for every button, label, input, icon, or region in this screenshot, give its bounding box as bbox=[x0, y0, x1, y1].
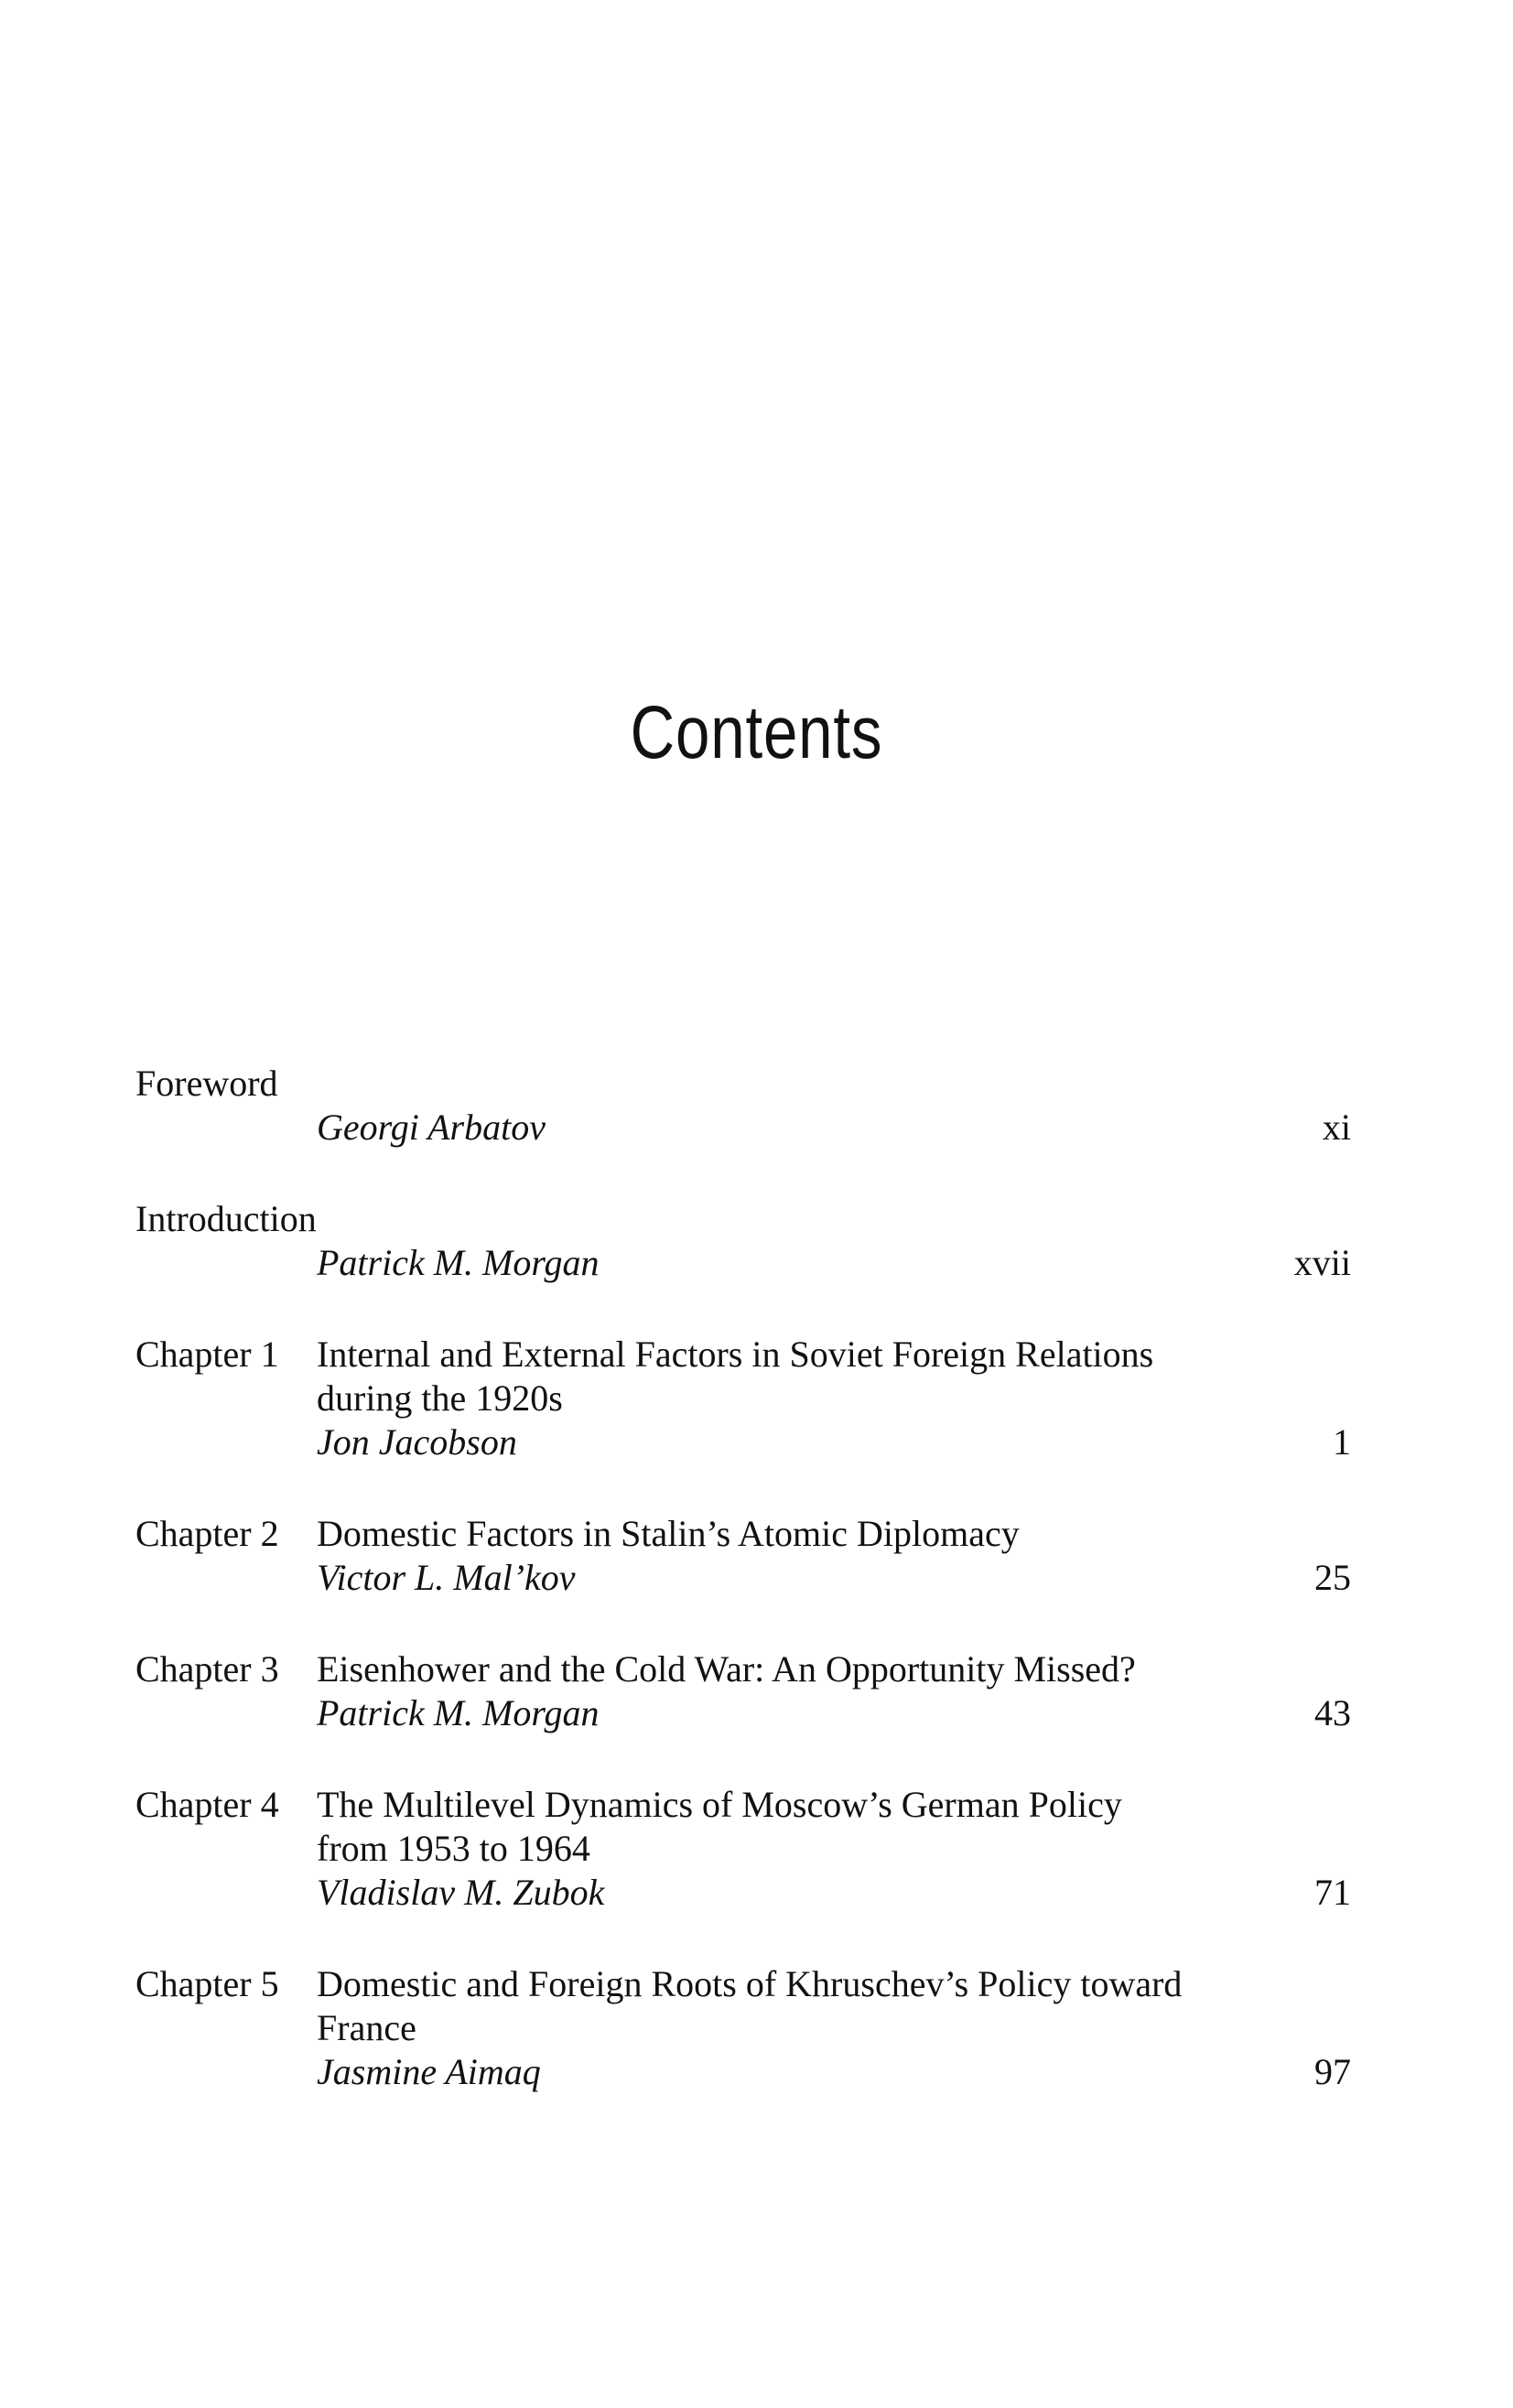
toc-entry-page: xi bbox=[1322, 1107, 1351, 1148]
toc-entry-chapter-3 bbox=[135, 1647, 1351, 1735]
toc-entry-author: Jon Jacobson bbox=[317, 1421, 517, 1463]
toc-entry-author: Georgi Arbatov bbox=[317, 1107, 546, 1148]
toc-entry-label: Chapter 3 bbox=[135, 1648, 279, 1690]
toc-entry-body bbox=[317, 1647, 1241, 1735]
toc-entry-foreword bbox=[135, 1062, 1351, 1150]
toc-entry-body bbox=[317, 1333, 1241, 1464]
toc-entry-body bbox=[317, 1962, 1241, 2094]
toc-entry-author: Vladislav M. Zubok bbox=[317, 1872, 605, 1913]
toc-entry-page: 1 bbox=[1333, 1421, 1351, 1463]
toc-entry-chapter-2 bbox=[135, 1512, 1351, 1600]
toc-entry-label: Foreword bbox=[135, 1063, 278, 1104]
toc-entry-title-line: during the 1920s bbox=[317, 1377, 563, 1419]
toc-entry-title-line: from 1953 to 1964 bbox=[317, 1828, 590, 1869]
toc-entry-page: 43 bbox=[1314, 1692, 1351, 1733]
toc-entry-title-line: Eisenhower and the Cold War: An Opportunity Missed? bbox=[317, 1648, 1136, 1690]
toc-label-row bbox=[135, 1062, 1351, 1106]
toc-entry-label: Chapter 1 bbox=[135, 1334, 279, 1375]
toc-entry-chapter-4 bbox=[135, 1783, 1351, 1915]
toc-label-row bbox=[135, 1197, 1351, 1241]
toc-entry-label: Chapter 5 bbox=[135, 1963, 279, 2004]
toc-entry-title-line: France bbox=[317, 2007, 416, 2048]
toc-entry-author: Patrick M. Morgan bbox=[317, 1692, 600, 1733]
toc-entry-page: 71 bbox=[1314, 1872, 1351, 1913]
table-of-contents bbox=[135, 1062, 1351, 2094]
toc-entry-page: xvii bbox=[1293, 1242, 1351, 1283]
toc-entry-author: Patrick M. Morgan bbox=[317, 1242, 600, 1283]
toc-entry-label: Chapter 2 bbox=[135, 1513, 279, 1554]
toc-entry-title-line: Internal and External Factors in Soviet Foreign Relations bbox=[317, 1334, 1154, 1375]
toc-entry-body bbox=[317, 1106, 1241, 1150]
toc-entry-chapter-1 bbox=[135, 1333, 1351, 1464]
toc-entry-introduction bbox=[135, 1197, 1351, 1285]
toc-entry-title-line: Domestic Factors in Stalin’s Atomic Diplomacy bbox=[317, 1513, 1020, 1554]
toc-entry-body bbox=[317, 1512, 1241, 1600]
toc-entry-page: 97 bbox=[1314, 2051, 1351, 2092]
toc-entry-chapter-5 bbox=[135, 1962, 1351, 2094]
toc-entry-label: Chapter 4 bbox=[135, 1784, 279, 1825]
toc-entry-author: Jasmine Aimaq bbox=[317, 2051, 541, 2092]
toc-entry-label: Introduction bbox=[135, 1198, 317, 1239]
toc-entry-author: Victor L. Mal’kov bbox=[317, 1557, 576, 1598]
toc-entry-body bbox=[317, 1241, 1241, 1285]
toc-entry-title-line: Domestic and Foreign Roots of Khruschev’s Policy toward bbox=[317, 1963, 1183, 2004]
toc-entry-page: 25 bbox=[1314, 1557, 1351, 1598]
page-title: Contents bbox=[630, 691, 883, 774]
toc-entry-body bbox=[317, 1783, 1241, 1915]
toc-entry-title-line: The Multilevel Dynamics of Moscow’s German Policy bbox=[317, 1784, 1122, 1825]
